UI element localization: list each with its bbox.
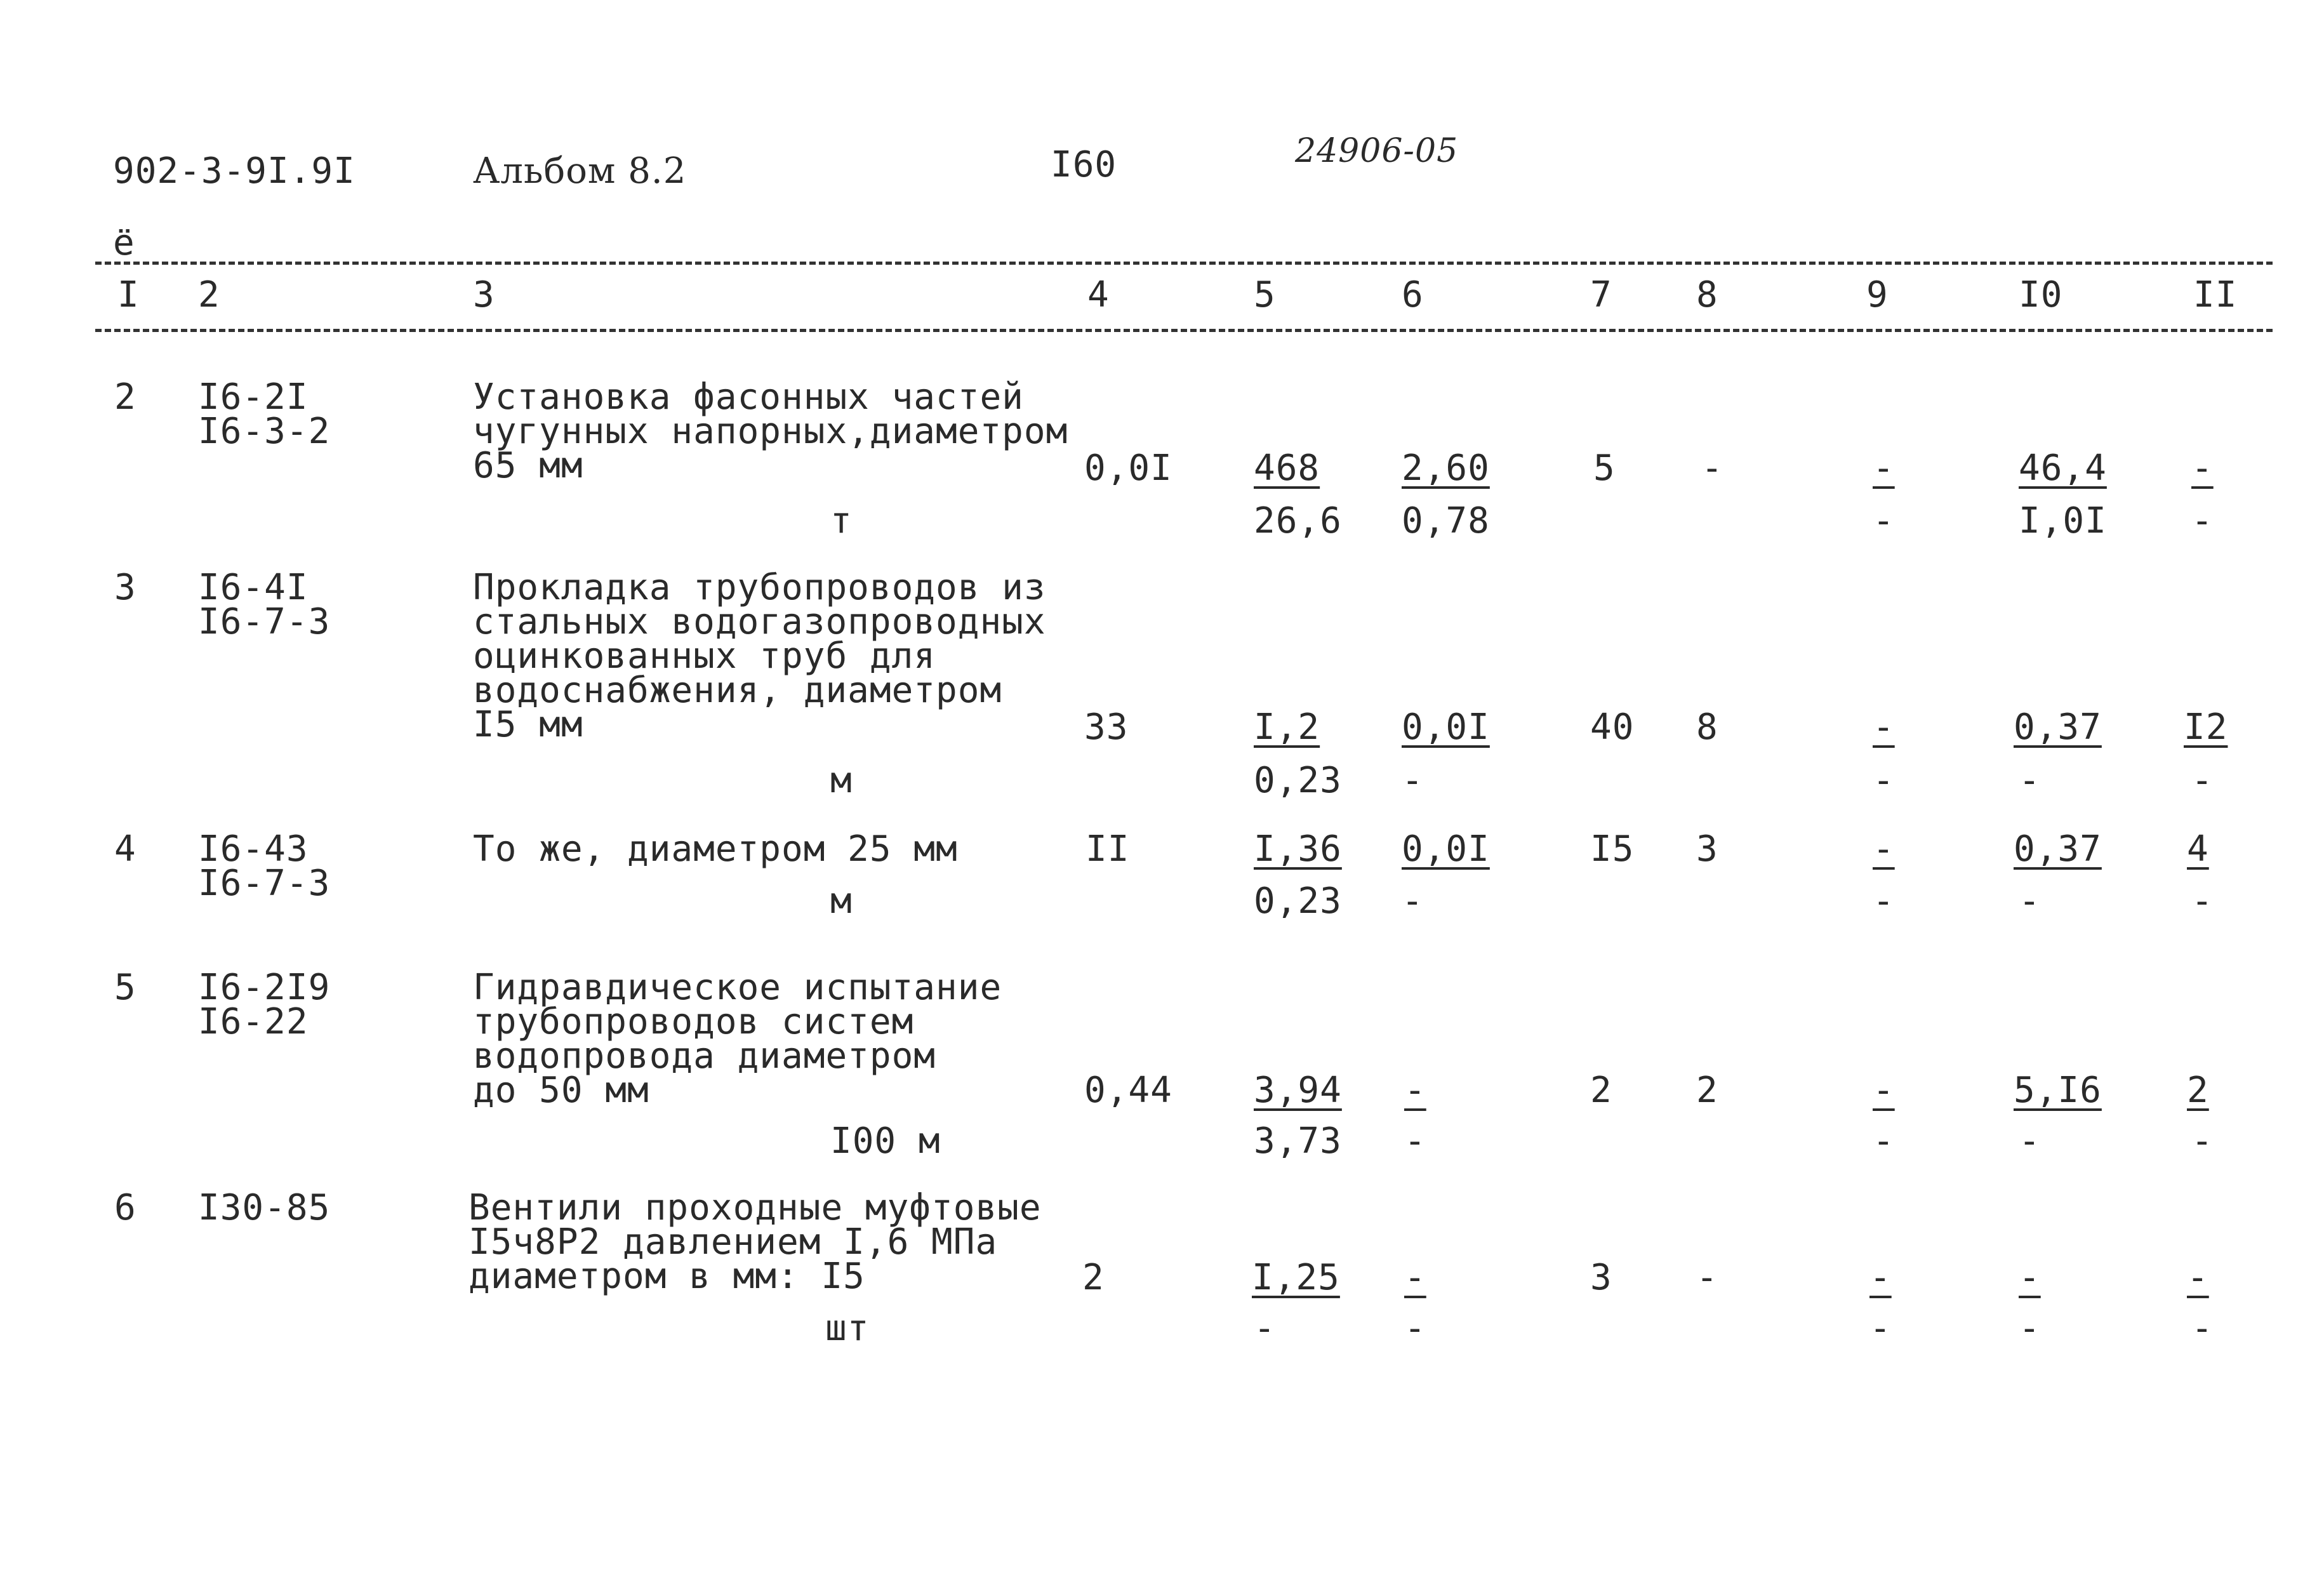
document-code: 902-3-9I.9I: [113, 150, 355, 192]
unit: м: [830, 760, 853, 801]
row-number: 2: [114, 376, 136, 418]
description-line: Установка фасонных частей: [473, 376, 1024, 418]
col-header-5: 5: [1254, 274, 1276, 316]
description-line: Вентили проходные муфтовые: [468, 1187, 1042, 1228]
value-bottom: -: [2191, 500, 2214, 542]
col-header-9: 9: [1866, 274, 1889, 316]
value-bottom: -: [1402, 760, 1424, 801]
value-top: I,36: [1254, 828, 1342, 870]
value-top: -: [1404, 1070, 1426, 1111]
handwritten-inventory-number: 24906-05: [1295, 132, 1459, 170]
value-bottom: -: [2191, 881, 2214, 922]
unit: шт: [825, 1308, 870, 1349]
corner-mark: ё: [113, 222, 135, 263]
value-bottom: -: [1873, 760, 1895, 801]
quantity: 0,0I: [1084, 448, 1172, 489]
value-bottom: -: [2191, 1308, 2214, 1349]
row-number: 3: [114, 567, 136, 608]
value-top: 2,60: [1402, 448, 1490, 489]
value-top: -: [2191, 448, 2214, 489]
value-bottom: I,0I: [2019, 500, 2107, 542]
album-label: Альбом 8.2: [473, 150, 687, 192]
description-line: водопровода диаметром: [473, 1035, 936, 1077]
value-bottom: 0,78: [1402, 500, 1490, 542]
norm-code: I6-3-2: [198, 411, 331, 452]
description-line: водоснабжения, диаметром: [473, 670, 1002, 711]
value-bottom: -: [1402, 881, 1424, 922]
value-bottom: -: [1404, 1120, 1426, 1162]
header-bottom-rule: [95, 329, 2273, 332]
value: 40: [1590, 707, 1635, 748]
description-line: I5 мм: [473, 704, 583, 745]
unit: I00 м: [830, 1120, 941, 1162]
value-bottom: -: [1873, 1120, 1895, 1162]
description-line: 65 мм: [473, 445, 583, 486]
value-bottom: -: [2019, 1120, 2041, 1162]
description-line: до 50 мм: [473, 1070, 649, 1111]
value: 5: [1593, 448, 1616, 489]
value: -: [1696, 1257, 1718, 1298]
description-line: трубопроводов систем: [473, 1001, 914, 1042]
description-line: То же, диаметром 25 мм: [473, 828, 958, 870]
value-top: -: [1873, 1070, 1895, 1111]
value-bottom: 3,73: [1254, 1120, 1342, 1162]
value-bottom: -: [1404, 1308, 1426, 1349]
norm-code: I6-7-3: [198, 601, 331, 642]
value-top: 0,37: [2014, 828, 2102, 870]
value-bottom: -: [2019, 1308, 2041, 1349]
value-top: -: [1873, 828, 1895, 870]
description-line: Гидравдическое испытание: [473, 967, 1002, 1008]
value-top: -: [1873, 707, 1895, 748]
value: 3: [1696, 828, 1718, 870]
col-header-2: 2: [198, 274, 220, 316]
value-top: I2: [2184, 707, 2228, 748]
quantity: 0,44: [1084, 1070, 1172, 1111]
quantity: 33: [1084, 707, 1129, 748]
value-bottom: -: [1254, 1308, 1276, 1349]
quantity: 2: [1082, 1257, 1105, 1298]
value-bottom: -: [2019, 881, 2041, 922]
description-line: I5ч8Р2 давлением I,6 МПа: [468, 1221, 998, 1263]
value-bottom: 0,23: [1254, 760, 1342, 801]
description-line: оцинкованных труб для: [473, 635, 936, 677]
row-number: 6: [114, 1187, 136, 1228]
value-top: 5,I6: [2014, 1070, 2102, 1111]
value-top: 0,0I: [1402, 828, 1490, 870]
value: -: [1701, 448, 1723, 489]
value: I5: [1590, 828, 1635, 870]
value-top: -: [2019, 1257, 2041, 1298]
page-number: I60: [1051, 144, 1117, 185]
unit: м: [830, 881, 853, 922]
value: 2: [1696, 1070, 1718, 1111]
quantity: II: [1086, 828, 1130, 870]
value-top: I,2: [1254, 707, 1320, 748]
col-header-8: 8: [1696, 274, 1718, 316]
value-top: 3,94: [1254, 1070, 1342, 1111]
value-top: -: [1869, 1257, 1892, 1298]
description-line: диаметром в мм: I5: [468, 1256, 865, 1297]
row-number: 4: [114, 828, 136, 870]
value-bottom: -: [2191, 1120, 2214, 1162]
col-header-3: 3: [473, 274, 495, 316]
value-bottom: -: [1873, 500, 1895, 542]
description-line: стальных водогазопроводных: [473, 601, 1046, 642]
norm-code: I6-4I: [198, 567, 309, 608]
value-top: -: [2187, 1257, 2209, 1298]
value-top: 46,4: [2019, 448, 2107, 489]
value-top: 468: [1254, 448, 1320, 489]
norm-code: I6-2I9: [198, 967, 331, 1008]
header-top-rule: [95, 262, 2273, 265]
value-bottom: -: [1873, 881, 1895, 922]
norm-code: I6-22: [198, 1001, 309, 1042]
col-header-6: 6: [1402, 274, 1424, 316]
value-top: 4: [2187, 828, 2209, 870]
norm-code: I6-43: [198, 828, 309, 870]
col-header-7: 7: [1590, 274, 1612, 316]
description-line: Прокладка трубопроводов из: [473, 567, 1046, 608]
value-top: I,25: [1252, 1257, 1340, 1298]
value-bottom: -: [2019, 760, 2041, 801]
value-top: -: [1404, 1257, 1426, 1298]
col-header-4: 4: [1087, 274, 1110, 316]
description-line: чугунных напорных,диаметром: [473, 411, 1068, 452]
value-bottom: -: [2191, 760, 2214, 801]
norm-code: I6-7-3: [198, 863, 331, 904]
col-header-11: II: [2193, 274, 2238, 316]
value-bottom: -: [1869, 1308, 1892, 1349]
row-number: 5: [114, 967, 136, 1008]
col-header-1: I: [117, 274, 140, 316]
value-top: -: [1873, 448, 1895, 489]
value-top: 2: [2187, 1070, 2209, 1111]
unit: т: [830, 500, 853, 542]
value: 3: [1590, 1257, 1612, 1298]
value-bottom: 26,6: [1254, 500, 1342, 542]
value-top: 0,37: [2014, 707, 2102, 748]
norm-code: I30-85: [198, 1187, 331, 1228]
norm-code: I6-2I: [198, 376, 309, 418]
value-bottom: 0,23: [1254, 881, 1342, 922]
value: 8: [1696, 707, 1718, 748]
value: 2: [1590, 1070, 1612, 1111]
col-header-10: I0: [2019, 274, 2063, 316]
value-top: 0,0I: [1402, 707, 1490, 748]
